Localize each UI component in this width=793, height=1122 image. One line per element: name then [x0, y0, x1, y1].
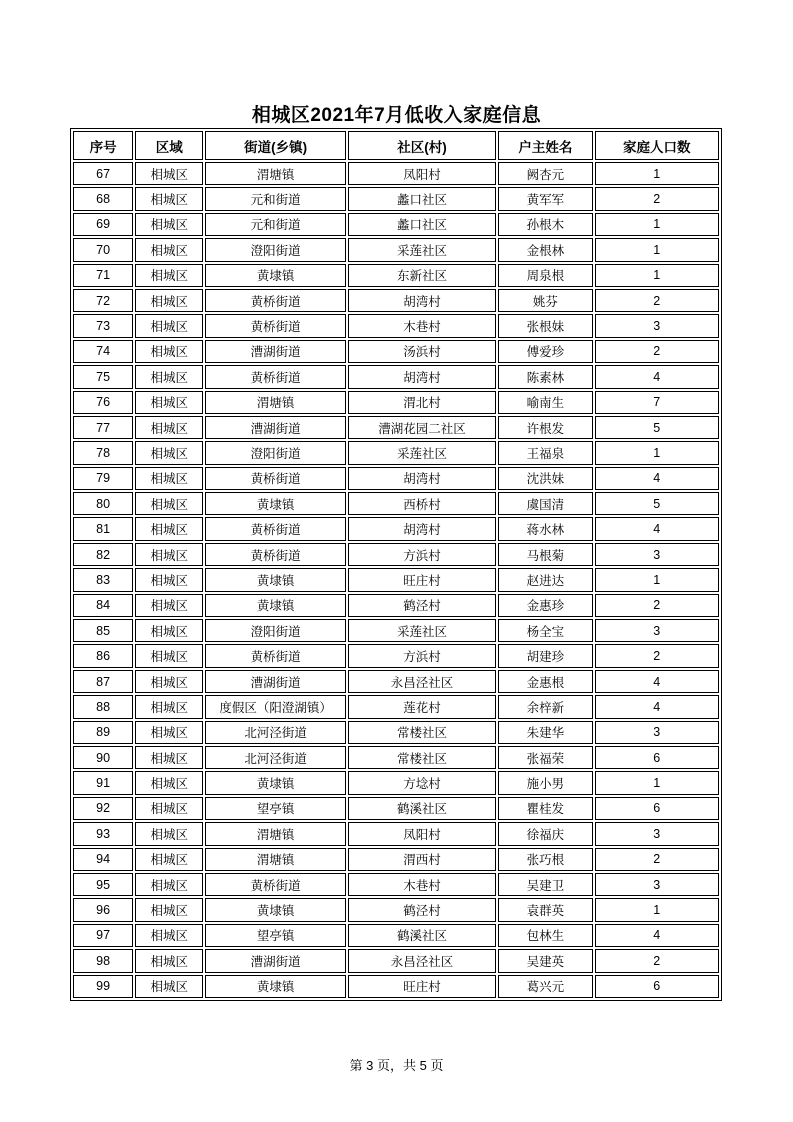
- table-row: [73, 898, 719, 921]
- table-cell: 张巧根: [498, 848, 592, 871]
- table-cell: 相城区: [135, 670, 203, 693]
- column-header: 社区(村): [348, 131, 496, 160]
- table-cell: 凤阳村: [348, 822, 496, 845]
- table-cell: 相城区: [135, 543, 203, 566]
- table-cell: 相城区: [135, 594, 203, 617]
- table-cell: 王福泉: [498, 441, 592, 464]
- table-cell: 7: [595, 391, 719, 414]
- table-cell: 黄埭镇: [205, 594, 345, 617]
- table-row: [73, 543, 719, 566]
- table-cell: 张根妹: [498, 314, 592, 337]
- table-cell: 北河泾街道: [205, 721, 345, 744]
- table-cell: 汤浜村: [348, 340, 496, 363]
- page-title: 相城区2021年7月低收入家庭信息: [251, 105, 542, 126]
- table-cell: 相城区: [135, 695, 203, 718]
- table-cell: 渭塘镇: [205, 848, 345, 871]
- table-cell: 胡湾村: [348, 517, 496, 540]
- table-cell: 69: [73, 213, 133, 236]
- table-cell: 1: [595, 898, 719, 921]
- table-row: [73, 517, 719, 540]
- table-cell: 马根菊: [498, 543, 592, 566]
- table-cell: 胡湾村: [348, 467, 496, 490]
- table-cell: 75: [73, 365, 133, 388]
- table-cell: 2: [595, 949, 719, 972]
- table-row: [73, 289, 719, 312]
- table-cell: 相城区: [135, 314, 203, 337]
- table-cell: 6: [595, 746, 719, 769]
- table-cell: 度假区（阳澄湖镇）: [205, 695, 345, 718]
- table-cell: 黄桥街道: [205, 517, 345, 540]
- column-header: 街道(乡镇): [205, 131, 345, 160]
- table-row: [73, 746, 719, 769]
- table-row: [73, 670, 719, 693]
- table-row: [73, 187, 719, 210]
- column-header: 区域: [135, 131, 203, 160]
- table-row: [73, 975, 719, 998]
- table-cell: 金惠珍: [498, 594, 592, 617]
- table-cell: 相城区: [135, 898, 203, 921]
- table-cell: 旺庄村: [348, 975, 496, 998]
- table-cell: 黄埭镇: [205, 264, 345, 287]
- table-row: [73, 340, 719, 363]
- table-cell: 相城区: [135, 238, 203, 261]
- table-cell: 94: [73, 848, 133, 871]
- column-header: 序号: [73, 131, 133, 160]
- table-cell: 黄桥街道: [205, 467, 345, 490]
- table-cell: 相城区: [135, 264, 203, 287]
- table-row: [73, 568, 719, 591]
- table-cell: 相城区: [135, 644, 203, 667]
- table-cell: 98: [73, 949, 133, 972]
- table-cell: 95: [73, 873, 133, 896]
- table-cell: 赵进达: [498, 568, 592, 591]
- table-cell: 相城区: [135, 187, 203, 210]
- table-cell: 胡湾村: [348, 289, 496, 312]
- table-cell: 80: [73, 492, 133, 515]
- table-cell: 1: [595, 162, 719, 185]
- table-cell: 72: [73, 289, 133, 312]
- table-cell: 黄桥街道: [205, 543, 345, 566]
- table-cell: 相城区: [135, 771, 203, 794]
- table-cell: 4: [595, 695, 719, 718]
- table-cell: 99: [73, 975, 133, 998]
- table-cell: 渭西村: [348, 848, 496, 871]
- table-cell: 89: [73, 721, 133, 744]
- table-cell: 6: [595, 797, 719, 820]
- table-cell: 黄埭镇: [205, 568, 345, 591]
- table-cell: 相城区: [135, 213, 203, 236]
- table-cell: 袁群英: [498, 898, 592, 921]
- table-row: [73, 721, 719, 744]
- table-cell: 旺庄村: [348, 568, 496, 591]
- table-cell: 黄军军: [498, 187, 592, 210]
- table-cell: 胡湾村: [348, 365, 496, 388]
- table-cell: 相城区: [135, 492, 203, 515]
- table-cell: 吴建英: [498, 949, 592, 972]
- table-cell: 张福荣: [498, 746, 592, 769]
- table-cell: 2: [595, 187, 719, 210]
- table-row: [73, 162, 719, 185]
- table-body: [73, 162, 719, 998]
- table-cell: 漕湖街道: [205, 340, 345, 363]
- table-cell: 3: [595, 721, 719, 744]
- table-cell: 鹤泾村: [348, 898, 496, 921]
- table-cell: 相城区: [135, 162, 203, 185]
- table-cell: 澄阳街道: [205, 441, 345, 464]
- table-cell: 采莲社区: [348, 441, 496, 464]
- table-cell: 相城区: [135, 746, 203, 769]
- table-cell: 81: [73, 517, 133, 540]
- table-cell: 相城区: [135, 365, 203, 388]
- table-cell: 方浜村: [348, 543, 496, 566]
- table-cell: 喻南生: [498, 391, 592, 414]
- table-cell: 4: [595, 517, 719, 540]
- table-cell: 漕湖花园二社区: [348, 416, 496, 439]
- column-header: 家庭人口数: [595, 131, 719, 160]
- table-cell: 胡建珍: [498, 644, 592, 667]
- table-cell: 82: [73, 543, 133, 566]
- table-cell: 永昌泾社区: [348, 949, 496, 972]
- table-cell: 黄桥街道: [205, 644, 345, 667]
- table-cell: 金惠根: [498, 670, 592, 693]
- table-cell: 71: [73, 264, 133, 287]
- table-cell: 黄桥街道: [205, 289, 345, 312]
- table-cell: 鹤溪社区: [348, 924, 496, 947]
- table-cell: 黄桥街道: [205, 873, 345, 896]
- table-cell: 相城区: [135, 619, 203, 642]
- table-cell: 90: [73, 746, 133, 769]
- table-cell: 黄桥街道: [205, 365, 345, 388]
- table-cell: 97: [73, 924, 133, 947]
- page-footer: 第 3 页，共 5 页: [349, 1058, 444, 1073]
- table-cell: 余梓新: [498, 695, 592, 718]
- table-cell: 蒋水林: [498, 517, 592, 540]
- table-row: [73, 822, 719, 845]
- table-cell: 渭塘镇: [205, 162, 345, 185]
- table-cell: 84: [73, 594, 133, 617]
- table-cell: 91: [73, 771, 133, 794]
- table-cell: 4: [595, 924, 719, 947]
- table-cell: 85: [73, 619, 133, 642]
- table-cell: 蠡口社区: [348, 187, 496, 210]
- table-cell: 金根林: [498, 238, 592, 261]
- table-cell: 1: [595, 213, 719, 236]
- table-cell: 凤阳村: [348, 162, 496, 185]
- table-cell: 96: [73, 898, 133, 921]
- table-cell: 西桥村: [348, 492, 496, 515]
- table-cell: 相城区: [135, 467, 203, 490]
- table-cell: 黄埭镇: [205, 898, 345, 921]
- table-cell: 5: [595, 492, 719, 515]
- table-row: [73, 416, 719, 439]
- table-row: [73, 873, 719, 896]
- table-cell: 瞿桂发: [498, 797, 592, 820]
- table-cell: 相城区: [135, 873, 203, 896]
- table-cell: 鹤泾村: [348, 594, 496, 617]
- table-cell: 相城区: [135, 517, 203, 540]
- table-cell: 徐福庆: [498, 822, 592, 845]
- table-cell: 3: [595, 543, 719, 566]
- table-cell: 77: [73, 416, 133, 439]
- table-cell: 黄埭镇: [205, 492, 345, 515]
- table-cell: 包林生: [498, 924, 592, 947]
- table-cell: 姚芬: [498, 289, 592, 312]
- table-cell: 相城区: [135, 797, 203, 820]
- table-cell: 相城区: [135, 822, 203, 845]
- table-cell: 北河泾街道: [205, 746, 345, 769]
- table-row: [73, 467, 719, 490]
- table-cell: 相城区: [135, 340, 203, 363]
- table-cell: 6: [595, 975, 719, 998]
- table-cell: 73: [73, 314, 133, 337]
- table-cell: 92: [73, 797, 133, 820]
- table-cell: 相城区: [135, 924, 203, 947]
- table-cell: 2: [595, 340, 719, 363]
- table-cell: 东新社区: [348, 264, 496, 287]
- table-cell: 方浜村: [348, 644, 496, 667]
- table-cell: 望亭镇: [205, 797, 345, 820]
- table-cell: 2: [595, 594, 719, 617]
- table-cell: 93: [73, 822, 133, 845]
- table-cell: 相城区: [135, 416, 203, 439]
- table-cell: 漕湖街道: [205, 949, 345, 972]
- table-cell: 方埝村: [348, 771, 496, 794]
- table-cell: 永昌泾社区: [348, 670, 496, 693]
- table-row: [73, 644, 719, 667]
- table-cell: 木巷村: [348, 314, 496, 337]
- table-cell: 70: [73, 238, 133, 261]
- table-cell: 澄阳街道: [205, 238, 345, 261]
- table-cell: 许根发: [498, 416, 592, 439]
- table-row: [73, 797, 719, 820]
- table-cell: 87: [73, 670, 133, 693]
- table-cell: 莲花村: [348, 695, 496, 718]
- table-head: [73, 131, 719, 160]
- table-cell: 孙根木: [498, 213, 592, 236]
- table-cell: 相城区: [135, 975, 203, 998]
- table-cell: 2: [595, 644, 719, 667]
- table-cell: 渭塘镇: [205, 822, 345, 845]
- table-cell: 3: [595, 873, 719, 896]
- table-cell: 黄埭镇: [205, 771, 345, 794]
- table-cell: 沈洪妹: [498, 467, 592, 490]
- table-cell: 79: [73, 467, 133, 490]
- table-cell: 78: [73, 441, 133, 464]
- table-cell: 元和街道: [205, 213, 345, 236]
- table-cell: 黄埭镇: [205, 975, 345, 998]
- table-cell: 67: [73, 162, 133, 185]
- table-cell: 74: [73, 340, 133, 363]
- table-cell: 3: [595, 619, 719, 642]
- table-cell: 渭北村: [348, 391, 496, 414]
- table-cell: 相城区: [135, 721, 203, 744]
- table-cell: 阙杏元: [498, 162, 592, 185]
- table-cell: 漕湖街道: [205, 416, 345, 439]
- table-cell: 葛兴元: [498, 975, 592, 998]
- table-cell: 常楼社区: [348, 746, 496, 769]
- table-cell: 88: [73, 695, 133, 718]
- table-cell: 相城区: [135, 848, 203, 871]
- table-row: [73, 365, 719, 388]
- table-cell: 相城区: [135, 949, 203, 972]
- table-cell: 1: [595, 568, 719, 591]
- column-header: 户主姓名: [498, 131, 592, 160]
- table-row: [73, 949, 719, 972]
- table-cell: 1: [595, 771, 719, 794]
- low-income-family-table: [70, 128, 722, 1001]
- table-cell: 68: [73, 187, 133, 210]
- table-cell: 1: [595, 441, 719, 464]
- table-cell: 相城区: [135, 568, 203, 591]
- table-row: [73, 264, 719, 287]
- table-row: [73, 441, 719, 464]
- table-row: [73, 213, 719, 236]
- table-cell: 5: [595, 416, 719, 439]
- table-row: [73, 619, 719, 642]
- table-cell: 朱建华: [498, 721, 592, 744]
- table-cell: 澄阳街道: [205, 619, 345, 642]
- table-cell: 相城区: [135, 391, 203, 414]
- table-cell: 虞国清: [498, 492, 592, 515]
- table-cell: 黄桥街道: [205, 314, 345, 337]
- table-cell: 吴建卫: [498, 873, 592, 896]
- table-row: [73, 314, 719, 337]
- table-cell: 周泉根: [498, 264, 592, 287]
- table-cell: 4: [595, 467, 719, 490]
- table-cell: 3: [595, 822, 719, 845]
- table-header-row: [73, 131, 719, 160]
- table-cell: 望亭镇: [205, 924, 345, 947]
- table-cell: 3: [595, 314, 719, 337]
- table-row: [73, 238, 719, 261]
- table-cell: 鹤溪社区: [348, 797, 496, 820]
- table-cell: 傅爱珍: [498, 340, 592, 363]
- table-cell: 2: [595, 848, 719, 871]
- table-cell: 元和街道: [205, 187, 345, 210]
- table-cell: 施小男: [498, 771, 592, 794]
- table-cell: 4: [595, 670, 719, 693]
- table-cell: 杨全宝: [498, 619, 592, 642]
- table-cell: 相城区: [135, 289, 203, 312]
- table-row: [73, 771, 719, 794]
- table-cell: 木巷村: [348, 873, 496, 896]
- table-cell: 蠡口社区: [348, 213, 496, 236]
- table-cell: 相城区: [135, 441, 203, 464]
- table-cell: 采莲社区: [348, 619, 496, 642]
- table-cell: 86: [73, 644, 133, 667]
- table-row: [73, 695, 719, 718]
- table-cell: 漕湖街道: [205, 670, 345, 693]
- table-cell: 采莲社区: [348, 238, 496, 261]
- table-cell: 4: [595, 365, 719, 388]
- table-row: [73, 848, 719, 871]
- table-row: [73, 492, 719, 515]
- table-cell: 76: [73, 391, 133, 414]
- table-cell: 83: [73, 568, 133, 591]
- table-cell: 2: [595, 289, 719, 312]
- table-cell: 渭塘镇: [205, 391, 345, 414]
- table-cell: 1: [595, 264, 719, 287]
- table-row: [73, 594, 719, 617]
- table-row: [73, 391, 719, 414]
- table-cell: 常楼社区: [348, 721, 496, 744]
- table-cell: 陈素林: [498, 365, 592, 388]
- table-row: [73, 924, 719, 947]
- table-cell: 1: [595, 238, 719, 261]
